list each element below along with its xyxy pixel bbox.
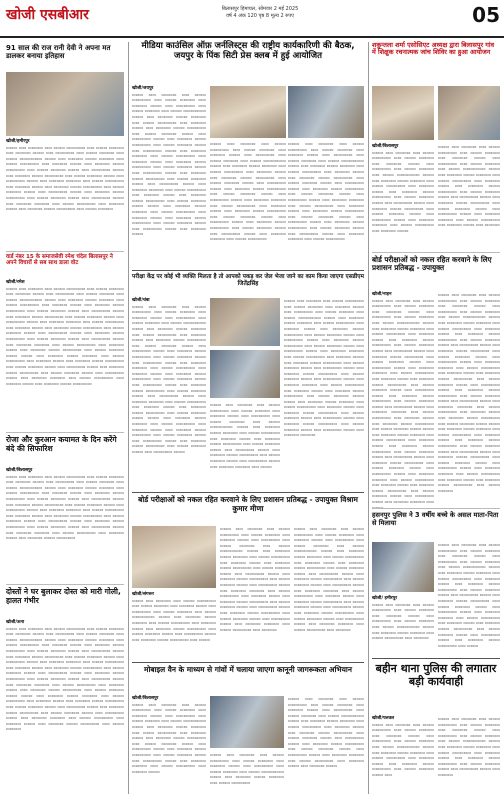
story4-headline: दोस्तों ने घर बुलाकर दोस्त को मारी गोली, हालत गंभीर [6,587,121,605]
story5-body-right: ▭▭▭ ▭▭ ▭▭▭▭ ▭▭ ▭▭▭ ▭▭▭▭▭ ▭▭ ▭▭▭ ▭▭▭▭ ▭▭ ▭▭▭▭ ▭▭▭ ▭▭ ▭▭▭▭▭ ▭▭ ▭▭▭ ▭▭▭▭ ▭▭ ▭▭▭ ▭▭▭▭▭▭ ▭▭▭ ▭▭ ▭▭▭▭ ▭▭▭ ▭▭▭▭ ▭▭ ▭▭▭ ▭▭▭▭▭ ▭▭ ▭▭▭▭ ▭▭▭ ▭▭ ▭▭▭▭ ▭▭▭ ▭▭▭▭▭ ▭▭ ▭▭▭ ▭▭▭▭ ▭▭▭ ▭▭ ▭▭▭▭▭ ▭▭▭ ▭▭ ▭▭▭▭ ▭▭▭ ▭▭▭▭▭ ▭▭ ▭▭▭ ▭▭▭▭ ▭▭▭ ▭▭ ▭▭▭▭▭ ▭▭▭ ▭▭ ▭▭▭▭ ▭▭▭▭ ▭▭ ▭▭▭ ▭▭▭▭▭ ▭▭ ▭▭▭▭ ▭▭▭ ▭▭ ▭▭▭▭ ▭▭▭ ▭▭▭▭▭ ▭▭ ▭▭▭ ▭▭▭▭ ▭▭▭ ▭▭ ▭▭▭▭▭ ▭▭▭ ▭▭ ▭▭▭▭ ▭▭▭ ▭▭▭▭▭ ▭▭ ▭▭▭ ▭▭▭▭ ▭▭▭ ▭▭ ▭▭▭▭▭ ▭▭▭ ▭▭ ▭▭▭▭ ▭▭▭▭ ▭▭ ▭▭▭ ▭▭▭▭▭ [288,141,364,242]
story1-photo [6,72,124,136]
story6-headline: परीक्षा केंद्र पर कोई भी व्यक्ति मिलता है तो आपको पकड़ कर जेल भेजा जाने का काम किया जाएगा एसडीएम जितेंद्रसिंह [132,274,364,287]
story2-body: खोजी/रमेश ▭▭▭ ▭▭ ▭▭▭▭ ▭▭ ▭▭▭ ▭▭▭▭▭ ▭▭ ▭▭▭ ▭▭▭▭ ▭▭ ▭▭▭▭ ▭▭▭ ▭▭ ▭▭▭▭▭ ▭▭ ▭▭▭ ▭▭▭▭ ▭▭ ▭▭▭ ▭▭▭▭▭▭ ▭▭▭ ▭▭ ▭▭▭▭ ▭▭▭ ▭▭▭▭ ▭▭ ▭▭▭ ▭▭▭▭▭ ▭▭ ▭▭▭▭ ▭▭▭ ▭▭ ▭▭▭▭ ▭▭▭ ▭▭▭▭▭ ▭▭ ▭▭▭ ▭▭▭▭ ▭▭▭ ▭▭ ▭▭▭▭▭ ▭▭▭ ▭▭ ▭▭▭▭ ▭▭▭ ▭▭▭▭▭ ▭▭ ▭▭▭ ▭▭▭▭ ▭▭▭ ▭▭ ▭▭▭▭▭ ▭▭▭ ▭▭ ▭▭▭▭ ▭▭▭▭ ▭▭ ▭▭▭ ▭▭▭▭▭ ▭▭ ▭▭▭▭ ▭▭▭ ▭▭ ▭▭▭▭ ▭▭▭ ▭▭▭▭▭ ▭▭ ▭▭▭ ▭▭▭▭ ▭▭▭ ▭▭ ▭▭▭▭▭ ▭▭▭ ▭▭ ▭▭▭▭ ▭▭▭ ▭▭▭▭▭ ▭▭ ▭▭▭ ▭▭▭▭ ▭▭▭ ▭▭ ▭▭▭▭▭ ▭▭▭ ▭▭ ▭▭▭▭ ▭▭▭▭ ▭▭ ▭▭▭ ▭▭▭▭▭ ▭▭ ▭▭▭▭ ▭▭▭ ▭▭ ▭▭▭▭ ▭▭▭ ▭▭▭▭▭ ▭▭ ▭▭▭ ▭▭▭▭ ▭▭▭ ▭▭▭ ▭▭ ▭▭▭▭ ▭▭▭ ▭▭▭▭ ▭▭ ▭▭▭ ▭▭▭▭▭ ▭▭ ▭▭▭▭ ▭▭▭ ▭▭ ▭▭▭▭ ▭▭▭ ▭▭▭▭▭ ▭▭ ▭▭▭ ▭▭▭▭ ▭▭▭ ▭▭ ▭▭▭▭▭ ▭▭▭ ▭▭ ▭▭▭▭ ▭▭▭ ▭▭▭▭▭ ▭▭ ▭▭▭ ▭▭▭▭ ▭▭▭ ▭▭ ▭▭▭▭▭ ▭▭▭ ▭▭ ▭▭▭▭ ▭▭▭▭ ▭▭ ▭▭▭ ▭▭▭▭▭ ▭▭ ▭▭▭▭ ▭▭▭ ▭▭ ▭▭▭▭ ▭▭▭ ▭▭▭▭▭ [6,280,124,386]
newspaper-name: खोजी एसबीआर [6,7,89,23]
masthead-issue: वर्ष 4 अंक 120 पृष्ठ 8 मूल्य 2 रुपए [226,13,294,19]
story9-photo-2 [438,86,500,140]
divider [6,251,124,252]
story6-body-left: खोजी/चंबा ▭▭▭ ▭▭ ▭▭▭▭ ▭▭ ▭▭▭ ▭▭▭▭▭ ▭▭ ▭▭▭ ▭▭▭▭ ▭▭ ▭▭▭▭ ▭▭▭ ▭▭ ▭▭▭▭▭ ▭▭ ▭▭▭ ▭▭▭▭ ▭▭ ▭▭▭ ▭▭▭▭▭▭ ▭▭▭ ▭▭ ▭▭▭▭ ▭▭▭ ▭▭▭▭ ▭▭ ▭▭▭ ▭▭▭▭▭ ▭▭ ▭▭▭▭ ▭▭▭ ▭▭ ▭▭▭▭ ▭▭▭ ▭▭▭▭▭ ▭▭ ▭▭▭ ▭▭▭▭ ▭▭▭ ▭▭ ▭▭▭▭▭ ▭▭▭ ▭▭ ▭▭▭▭ ▭▭▭ ▭▭▭▭▭ ▭▭ ▭▭▭ ▭▭▭▭ ▭▭▭ ▭▭ ▭▭▭▭▭ ▭▭▭ ▭▭ ▭▭▭▭ ▭▭▭▭ ▭▭ ▭▭▭ ▭▭▭▭▭ ▭▭ ▭▭▭▭ ▭▭▭ ▭▭ ▭▭▭▭ ▭▭▭ ▭▭▭▭▭ ▭▭ ▭▭▭ ▭▭▭▭ ▭▭▭ ▭▭ ▭▭▭▭▭ ▭▭▭ ▭▭ ▭▭▭▭ ▭▭▭ ▭▭▭▭▭ ▭▭ ▭▭▭ ▭▭▭▭ ▭▭▭ ▭▭ ▭▭▭▭▭ ▭▭▭ ▭▭ ▭▭▭▭ ▭▭▭▭ ▭▭ ▭▭▭ ▭▭▭▭▭ ▭▭ ▭▭▭▭ ▭▭▭ ▭▭ ▭▭▭▭ ▭▭▭ ▭▭▭▭▭ ▭▭ ▭▭▭ ▭▭▭▭ ▭▭▭ ▭▭▭ ▭▭ ▭▭▭▭ ▭▭▭ ▭▭▭▭ ▭▭ ▭▭▭ ▭▭▭▭▭ ▭▭ ▭▭▭▭ ▭▭▭ ▭▭ ▭▭▭▭ ▭▭▭ ▭▭▭▭▭ ▭▭ ▭▭▭ ▭▭▭▭ ▭▭▭ ▭▭ ▭▭▭▭▭ ▭▭▭ ▭▭ ▭▭▭▭ ▭▭▭ ▭▭▭▭▭ ▭▭ ▭▭▭ ▭▭▭▭ ▭▭▭ ▭▭ ▭▭▭▭▭ ▭▭▭ [132,298,206,455]
story5-headline: मीडिया काउंसिल ऑफ़ जर्नलिस्ट्स की राष्ट्रीय कार्यकारिणी की बैठक, जयपुर के पिंक सिटी प्रेस क्लब में हुई आयोजित [141,41,355,61]
story9-byline: खोजी/बिलासपुर [372,144,399,149]
story2-headline: वार्ड नंबर 15 के समाजसेवी रमेश चंदेल बिलासपुर ने अपने विचारों से सब साथ डाला वोट [6,254,113,267]
page-number: 05 [472,3,500,27]
story6-body-right: ▭▭▭ ▭▭ ▭▭▭▭ ▭▭ ▭▭▭ ▭▭▭▭▭ ▭▭ ▭▭▭ ▭▭▭▭ ▭▭ ▭▭▭▭ ▭▭▭ ▭▭ ▭▭▭▭▭ ▭▭ ▭▭▭ ▭▭▭▭ ▭▭ ▭▭▭ ▭▭▭▭▭▭ ▭▭▭ ▭▭ ▭▭▭▭ ▭▭▭ ▭▭▭▭ ▭▭ ▭▭▭ ▭▭▭▭▭ ▭▭ ▭▭▭▭ ▭▭▭ ▭▭ ▭▭▭▭ ▭▭▭ ▭▭▭▭▭ ▭▭ ▭▭▭ ▭▭▭▭ ▭▭▭ ▭▭ ▭▭▭▭▭ ▭▭▭ ▭▭ ▭▭▭▭ ▭▭▭ ▭▭▭▭▭ ▭▭ ▭▭▭ ▭▭▭▭ ▭▭▭ ▭▭ ▭▭▭▭▭ ▭▭▭ ▭▭ ▭▭▭▭ ▭▭▭▭ ▭▭ ▭▭▭ ▭▭▭▭▭ ▭▭ ▭▭▭▭ ▭▭▭ ▭▭ ▭▭▭▭ ▭▭▭ ▭▭▭▭▭ ▭▭ ▭▭▭ ▭▭▭▭ ▭▭▭ ▭▭ ▭▭▭▭▭ ▭▭▭ ▭▭ ▭▭▭▭ ▭▭▭ ▭▭▭▭▭ ▭▭ ▭▭▭ ▭▭▭▭ ▭▭▭ ▭▭ ▭▭▭▭▭ ▭▭▭ ▭▭ ▭▭▭▭ ▭▭▭▭ ▭▭ ▭▭▭ ▭▭▭▭▭ ▭▭ ▭▭▭▭ ▭▭▭ ▭▭ ▭▭▭▭ ▭▭▭ ▭▭▭▭▭ ▭▭ ▭▭▭ ▭▭▭▭ ▭▭▭ ▭▭▭ ▭▭ ▭▭▭▭ ▭▭▭ ▭▭▭▭ ▭▭ ▭▭▭ ▭▭▭▭▭ ▭▭ ▭▭▭▭ ▭▭▭ ▭▭ ▭▭▭▭ ▭▭▭ ▭▭▭▭▭ ▭▭ ▭▭▭ ▭▭▭▭ ▭▭▭ ▭▭ ▭▭▭▭▭ ▭▭▭ ▭▭ ▭▭▭▭ ▭▭▭ ▭▭▭▭▭ ▭▭ ▭▭▭ ▭▭▭▭ ▭▭▭ ▭▭ ▭▭▭▭▭ ▭▭▭ ▭▭ ▭▭▭▭ ▭▭▭▭ [284,298,364,438]
story7-headline: बोर्ड परीक्षाओं को नकल रहित करवाने के लिए प्रशासन प्रतिबद्ध - उपायुक्त विश्राम कुमार मीणा [138,495,358,513]
divider [372,508,500,509]
story10-body-right: ▭▭▭ ▭▭ ▭▭▭▭ ▭▭ ▭▭▭ ▭▭▭▭▭ ▭▭ ▭▭▭ ▭▭▭▭ ▭▭ ▭▭▭▭ ▭▭▭ ▭▭ ▭▭▭▭▭ ▭▭ ▭▭▭ ▭▭▭▭ ▭▭ ▭▭▭ ▭▭▭▭▭▭ ▭▭▭ ▭▭ ▭▭▭▭ ▭▭▭ ▭▭▭▭ ▭▭ ▭▭▭ ▭▭▭▭▭ ▭▭ ▭▭▭▭ ▭▭▭ ▭▭ ▭▭▭▭ ▭▭▭ ▭▭▭▭▭ ▭▭ ▭▭▭ ▭▭▭▭ ▭▭▭ ▭▭ ▭▭▭▭▭ ▭▭▭ ▭▭ ▭▭▭▭ ▭▭▭ ▭▭▭▭▭ ▭▭ ▭▭▭ ▭▭▭▭ ▭▭▭ ▭▭ ▭▭▭▭▭ ▭▭▭ ▭▭ ▭▭▭▭ ▭▭▭▭ ▭▭ ▭▭▭ ▭▭▭▭▭ ▭▭ ▭▭▭▭ ▭▭▭ ▭▭ ▭▭▭▭ ▭▭▭ ▭▭▭▭▭ ▭▭ ▭▭▭ ▭▭▭▭ ▭▭▭ ▭▭ ▭▭▭▭▭ ▭▭▭ ▭▭ ▭▭▭▭ ▭▭▭ ▭▭▭▭▭ ▭▭ ▭▭▭ ▭▭▭▭ ▭▭▭ ▭▭ ▭▭▭▭▭ ▭▭▭ ▭▭ ▭▭▭▭ ▭▭▭▭ ▭▭ ▭▭▭ ▭▭▭▭▭ ▭▭ ▭▭▭▭ ▭▭▭ ▭▭ ▭▭▭▭ ▭▭▭ ▭▭▭▭▭ ▭▭ ▭▭▭ ▭▭▭▭ ▭▭▭ ▭▭▭ ▭▭ ▭▭▭▭ ▭▭▭ ▭▭▭▭ ▭▭ ▭▭▭ ▭▭▭▭▭ ▭▭ ▭▭▭▭ ▭▭▭ ▭▭ ▭▭▭▭ ▭▭▭ ▭▭▭▭▭ ▭▭ ▭▭▭ ▭▭▭▭ ▭▭▭ ▭▭ ▭▭▭▭▭ ▭▭▭ ▭▭ ▭▭▭▭ ▭▭▭ ▭▭▭▭▭ ▭▭ ▭▭▭ ▭▭▭▭ ▭▭▭ ▭▭ ▭▭▭▭▭ ▭▭▭ ▭▭ ▭▭▭▭ ▭▭▭▭ ▭▭ ▭▭▭ ▭▭▭▭▭ ▭▭ ▭▭▭▭ ▭▭▭ ▭▭ ▭▭▭▭ ▭▭▭ ▭▭▭▭▭ ▭▭ ▭▭▭ ▭▭▭▭ [438,292,500,493]
story9-headline: शकुन्तला शर्मा एसोसिएट अध्यक्ष द्वारा बिलासपुर गांव में शिक्षुक रचनात्मक जांच शिविर का हुआ आयोजन [372,41,495,57]
story5-byline: खोजी/जयपुर [132,86,154,91]
divider [132,662,364,663]
story7-body-left: खोजी/संगरूर ▭▭▭ ▭▭ ▭▭▭▭ ▭▭ ▭▭▭ ▭▭▭▭▭ ▭▭ ▭▭▭ ▭▭▭▭ ▭▭ ▭▭▭▭ ▭▭▭ ▭▭ ▭▭▭▭▭ ▭▭ ▭▭▭ ▭▭▭▭ ▭▭ ▭▭▭ ▭▭▭▭▭▭ ▭▭▭ ▭▭ ▭▭▭▭ ▭▭▭ ▭▭▭▭ ▭▭ ▭▭▭ ▭▭▭▭▭ ▭▭ ▭▭▭▭ ▭▭▭ ▭▭ ▭▭▭▭ ▭▭▭ ▭▭▭▭▭ ▭▭ ▭▭▭ ▭▭▭▭ ▭▭▭ ▭▭ ▭▭▭▭▭ ▭▭▭ ▭▭ ▭▭▭▭ ▭▭▭ ▭▭▭▭▭ ▭▭ ▭▭▭ [132,592,216,642]
story11-photo [372,542,434,592]
divider [372,658,500,659]
divider [132,492,364,493]
divider [6,432,124,433]
story10-byline: खोजी/नाहन [372,292,392,297]
story5-photo-2 [288,86,364,138]
divider [6,584,124,585]
story11-body-right: ▭▭▭ ▭▭ ▭▭▭▭ ▭▭ ▭▭▭ ▭▭▭▭▭ ▭▭ ▭▭▭ ▭▭▭▭ ▭▭ ▭▭▭▭ ▭▭▭ ▭▭ ▭▭▭▭▭ ▭▭ ▭▭▭ ▭▭▭▭ ▭▭ ▭▭▭ ▭▭▭▭▭▭ ▭▭▭ ▭▭ ▭▭▭▭ ▭▭▭ ▭▭▭▭ ▭▭ ▭▭▭ ▭▭▭▭▭ ▭▭ ▭▭▭▭ ▭▭▭ ▭▭ ▭▭▭▭ ▭▭▭ ▭▭▭▭▭ ▭▭ ▭▭▭ ▭▭▭▭ ▭▭▭ ▭▭ ▭▭▭▭▭ ▭▭▭ ▭▭ ▭▭▭▭ ▭▭▭ ▭▭▭▭▭ ▭▭ ▭▭▭ ▭▭▭▭ ▭▭▭ ▭▭ ▭▭▭▭▭ ▭▭▭ ▭▭ ▭▭▭▭ ▭▭▭▭ ▭▭ ▭▭▭ ▭▭▭▭▭ ▭▭ ▭▭▭▭ ▭▭▭ ▭▭ ▭▭▭▭ ▭▭▭ ▭▭▭▭▭ ▭▭ ▭▭▭ ▭▭▭▭ ▭▭▭ ▭▭ ▭▭▭▭▭ ▭▭▭ ▭▭ ▭▭▭▭ ▭▭▭ ▭▭▭▭▭ ▭▭ ▭▭▭ [438,542,500,648]
story12-body-right: ▭▭▭ ▭▭ ▭▭▭▭ ▭▭ ▭▭▭ ▭▭▭▭▭ ▭▭ ▭▭▭ ▭▭▭▭ ▭▭ ▭▭▭▭ ▭▭▭ ▭▭ ▭▭▭▭▭ ▭▭ ▭▭▭ ▭▭▭▭ ▭▭ ▭▭▭ ▭▭▭▭▭▭ ▭▭▭ ▭▭ ▭▭▭▭ ▭▭▭ ▭▭▭▭ ▭▭ ▭▭▭ ▭▭▭▭▭ ▭▭ ▭▭▭▭ ▭▭▭ ▭▭ ▭▭▭▭ ▭▭▭ ▭▭▭▭▭ ▭▭ ▭▭▭ ▭▭▭▭ ▭▭▭ ▭▭ ▭▭▭▭▭ ▭▭▭ ▭▭ ▭▭▭▭ [438,716,500,777]
story1-body: खोजी/हमीरपुर ▭▭▭ ▭▭ ▭▭▭▭ ▭▭ ▭▭▭ ▭▭▭▭▭ ▭▭ ▭▭▭ ▭▭▭▭ ▭▭ ▭▭▭▭ ▭▭▭ ▭▭ ▭▭▭▭▭ ▭▭ ▭▭▭ ▭▭▭▭ ▭▭ ▭▭▭ ▭▭▭▭▭▭ ▭▭▭ ▭▭ ▭▭▭▭ ▭▭▭ ▭▭▭▭ ▭▭ ▭▭▭ ▭▭▭▭▭ ▭▭ ▭▭▭▭ ▭▭▭ ▭▭ ▭▭▭▭ ▭▭▭ ▭▭▭▭▭ ▭▭ ▭▭▭ ▭▭▭▭ ▭▭▭ ▭▭ ▭▭▭▭▭ ▭▭▭ ▭▭ ▭▭▭▭ ▭▭▭ ▭▭▭▭▭ ▭▭ ▭▭▭ ▭▭▭▭ ▭▭▭ ▭▭ ▭▭▭▭▭ ▭▭▭ ▭▭ ▭▭▭▭ ▭▭▭▭ ▭▭ ▭▭▭ ▭▭▭▭▭ ▭▭ ▭▭▭▭ ▭▭▭ ▭▭ ▭▭▭▭ ▭▭▭ ▭▭▭▭▭ ▭▭ ▭▭▭ ▭▭▭▭ ▭▭▭ ▭▭ ▭▭▭▭▭ ▭▭▭ ▭▭ ▭▭▭▭ ▭▭▭ ▭▭▭▭▭ ▭▭ ▭▭▭ ▭▭▭▭ ▭▭▭ ▭▭ ▭▭▭▭▭ ▭▭▭ ▭▭ ▭▭▭▭ ▭▭▭▭ ▭▭ ▭▭▭ ▭▭▭▭▭ ▭▭ ▭▭▭▭ ▭▭▭ ▭▭ ▭▭▭▭ ▭▭▭ ▭▭▭▭▭ ▭▭ ▭▭▭ ▭▭▭▭ [6,139,124,212]
story5-body-mid: ▭▭▭ ▭▭ ▭▭▭▭ ▭▭ ▭▭▭ ▭▭▭▭▭ ▭▭ ▭▭▭ ▭▭▭▭ ▭▭ ▭▭▭▭ ▭▭▭ ▭▭ ▭▭▭▭▭ ▭▭ ▭▭▭ ▭▭▭▭ ▭▭ ▭▭▭ ▭▭▭▭▭▭ ▭▭▭ ▭▭ ▭▭▭▭ ▭▭▭ ▭▭▭▭ ▭▭ ▭▭▭ ▭▭▭▭▭ ▭▭ ▭▭▭▭ ▭▭▭ ▭▭ ▭▭▭▭ ▭▭▭ ▭▭▭▭▭ ▭▭ ▭▭▭ ▭▭▭▭ ▭▭▭ ▭▭ ▭▭▭▭▭ ▭▭▭ ▭▭ ▭▭▭▭ ▭▭▭ ▭▭▭▭▭ ▭▭ ▭▭▭ ▭▭▭▭ ▭▭▭ ▭▭ ▭▭▭▭▭ ▭▭▭ ▭▭ ▭▭▭▭ ▭▭▭▭ ▭▭ ▭▭▭ ▭▭▭▭▭ ▭▭ ▭▭▭▭ ▭▭▭ ▭▭ ▭▭▭▭ ▭▭▭ ▭▭▭▭▭ ▭▭ ▭▭▭ ▭▭▭▭ ▭▭▭ ▭▭ ▭▭▭▭▭ ▭▭▭ ▭▭ ▭▭▭▭ ▭▭▭ ▭▭▭▭▭ ▭▭ ▭▭▭ ▭▭▭▭ ▭▭▭ ▭▭ ▭▭▭▭▭ ▭▭▭ ▭▭ ▭▭▭▭ ▭▭▭▭ ▭▭ ▭▭▭ ▭▭▭▭▭ [210,141,286,242]
column-rule [128,42,129,794]
story1-byline: खोजी/हमीरपुर [6,139,30,144]
story3-body: खोजी/बिलासपुर ▭▭▭ ▭▭ ▭▭▭▭ ▭▭ ▭▭▭ ▭▭▭▭▭ ▭▭ ▭▭▭ ▭▭▭▭ ▭▭ ▭▭▭▭ ▭▭▭ ▭▭ ▭▭▭▭▭ ▭▭ ▭▭▭ ▭▭▭▭ ▭▭ ▭▭▭ ▭▭▭▭▭▭ ▭▭▭ ▭▭ ▭▭▭▭ ▭▭▭ ▭▭▭▭ ▭▭ ▭▭▭ ▭▭▭▭▭ ▭▭ ▭▭▭▭ ▭▭▭ ▭▭ ▭▭▭▭ ▭▭▭ ▭▭▭▭▭ ▭▭ ▭▭▭ ▭▭▭▭ ▭▭▭ ▭▭ ▭▭▭▭▭ ▭▭▭ ▭▭ ▭▭▭▭ ▭▭▭ ▭▭▭▭▭ ▭▭ ▭▭▭ ▭▭▭▭ ▭▭▭ ▭▭ ▭▭▭▭▭ ▭▭▭ ▭▭ ▭▭▭▭ ▭▭▭▭ ▭▭ ▭▭▭ ▭▭▭▭▭ ▭▭ ▭▭▭▭ ▭▭▭ ▭▭ ▭▭▭▭ ▭▭▭ ▭▭▭▭▭ ▭▭ ▭▭▭ ▭▭▭▭ ▭▭▭ ▭▭ ▭▭▭▭▭ ▭▭▭ ▭▭ ▭▭▭▭ ▭▭▭ ▭▭▭▭▭ ▭▭ ▭▭▭ ▭▭▭▭ ▭▭▭ ▭▭ ▭▭▭▭▭ ▭▭▭ ▭▭ ▭▭▭▭ ▭▭▭▭ ▭▭ ▭▭▭ ▭▭▭▭▭ ▭▭ ▭▭▭▭ ▭▭▭ ▭▭ ▭▭▭▭ ▭▭▭ ▭▭▭▭▭ [6,468,124,541]
story12-body-left: खोजी/पलवल ▭▭▭ ▭▭ ▭▭▭▭ ▭▭ ▭▭▭ ▭▭▭▭▭ ▭▭ ▭▭▭ ▭▭▭▭ ▭▭ ▭▭▭▭ ▭▭▭ ▭▭ ▭▭▭▭▭ ▭▭ ▭▭▭ ▭▭▭▭ ▭▭ ▭▭▭ ▭▭▭▭▭▭ ▭▭▭ ▭▭ ▭▭▭▭ ▭▭▭ ▭▭▭▭ ▭▭ ▭▭▭ ▭▭▭▭▭ ▭▭ ▭▭▭▭ ▭▭▭ ▭▭ ▭▭▭▭ ▭▭▭ ▭▭▭▭▭ ▭▭ ▭▭▭ ▭▭▭▭ ▭▭▭ ▭▭ [372,716,434,777]
masthead-date: बिलासपुर हिमाचल, सोमवार 2 मई 2025 [221,6,299,12]
story6-photo-1 [210,298,280,346]
story12-headline: बहीन थाना पुलिस की लगातार बड़ी कार्यवाही [375,662,497,689]
story7-byline: खोजी/संगरूर [132,592,154,597]
story9-photo-1 [372,86,434,140]
story9-body-left: खोजी/बिलासपुर ▭▭▭ ▭▭ ▭▭▭▭ ▭▭ ▭▭▭ ▭▭▭▭▭ ▭▭ ▭▭▭ ▭▭▭▭ ▭▭ ▭▭▭▭ ▭▭▭ ▭▭ ▭▭▭▭▭ ▭▭ ▭▭▭ ▭▭▭▭ ▭▭ ▭▭▭ ▭▭▭▭▭▭ ▭▭▭ ▭▭ ▭▭▭▭ ▭▭▭ ▭▭▭▭ ▭▭ ▭▭▭ ▭▭▭▭▭ ▭▭ ▭▭▭▭ ▭▭▭ ▭▭ ▭▭▭▭ ▭▭▭ ▭▭▭▭▭ ▭▭ ▭▭▭ ▭▭▭▭ ▭▭▭ ▭▭ ▭▭▭▭▭ ▭▭▭ ▭▭ ▭▭▭▭ ▭▭▭ ▭▭▭▭▭ ▭▭ ▭▭▭ ▭▭▭▭ ▭▭▭ ▭▭ ▭▭▭▭▭ ▭▭▭ ▭▭ ▭▭▭▭ ▭▭▭▭ ▭▭ ▭▭▭ ▭▭▭▭▭ ▭▭ ▭▭▭▭ ▭▭▭ [372,144,434,233]
story10-body-left: खोजी/नाहन ▭▭▭ ▭▭ ▭▭▭▭ ▭▭ ▭▭▭ ▭▭▭▭▭ ▭▭ ▭▭▭ ▭▭▭▭ ▭▭ ▭▭▭▭ ▭▭▭ ▭▭ ▭▭▭▭▭ ▭▭ ▭▭▭ ▭▭▭▭ ▭▭ ▭▭▭ ▭▭▭▭▭▭ ▭▭▭ ▭▭ ▭▭▭▭ ▭▭▭ ▭▭▭▭ ▭▭ ▭▭▭ ▭▭▭▭▭ ▭▭ ▭▭▭▭ ▭▭▭ ▭▭ ▭▭▭▭ ▭▭▭ ▭▭▭▭▭ ▭▭ ▭▭▭ ▭▭▭▭ ▭▭▭ ▭▭ ▭▭▭▭▭ ▭▭▭ ▭▭ ▭▭▭▭ ▭▭▭ ▭▭▭▭▭ ▭▭ ▭▭▭ ▭▭▭▭ ▭▭▭ ▭▭ ▭▭▭▭▭ ▭▭▭ ▭▭ ▭▭▭▭ ▭▭▭▭ ▭▭ ▭▭▭ ▭▭▭▭▭ ▭▭ ▭▭▭▭ ▭▭▭ ▭▭ ▭▭▭▭ ▭▭▭ ▭▭▭▭▭ ▭▭ ▭▭▭ ▭▭▭▭ ▭▭▭ ▭▭ ▭▭▭▭▭ ▭▭▭ ▭▭ ▭▭▭▭ ▭▭▭ ▭▭▭▭▭ ▭▭ ▭▭▭ ▭▭▭▭ ▭▭▭ ▭▭ ▭▭▭▭▭ ▭▭▭ ▭▭ ▭▭▭▭ ▭▭▭▭ ▭▭ ▭▭▭ ▭▭▭▭▭ ▭▭ ▭▭▭▭ ▭▭▭ ▭▭ ▭▭▭▭ ▭▭▭ ▭▭▭▭▭ ▭▭ ▭▭▭ ▭▭▭▭ ▭▭▭ ▭▭▭ ▭▭ ▭▭▭▭ ▭▭▭ ▭▭▭▭ ▭▭ ▭▭▭ ▭▭▭▭▭ ▭▭ ▭▭▭▭ ▭▭▭ ▭▭ ▭▭▭▭ ▭▭▭ ▭▭▭▭▭ ▭▭ ▭▭▭ ▭▭▭▭ ▭▭▭ ▭▭ ▭▭▭▭▭ ▭▭▭ ▭▭ ▭▭▭▭ ▭▭▭ ▭▭▭▭▭ ▭▭ ▭▭▭ ▭▭▭▭ ▭▭▭ ▭▭ ▭▭▭▭▭ ▭▭▭ ▭▭ ▭▭▭▭ ▭▭▭▭ ▭▭ ▭▭▭ ▭▭▭▭▭ ▭▭ ▭▭▭▭ ▭▭▭ ▭▭ ▭▭▭▭ ▭▭▭ ▭▭▭▭▭ ▭▭ ▭▭▭ ▭▭▭▭ ▭▭▭ ▭▭ ▭▭▭▭▭ ▭▭▭ ▭▭ ▭▭▭▭ ▭▭▭▭ ▭▭ [372,292,434,504]
divider [132,270,364,271]
masthead [0,0,504,38]
story7-photo [132,526,216,588]
story10-headline: बोर्ड परीक्षाओं को नकल रहित करवाने के लिए प्रशासन प्रतिबद्ध - उपायुक्त [372,255,492,273]
story8-photo [210,696,284,748]
story11-body-left: खोजी/ हमीरपुर ▭▭▭ ▭▭ ▭▭▭▭ ▭▭ ▭▭▭ ▭▭▭▭▭ ▭▭ ▭▭▭ ▭▭▭▭ ▭▭ ▭▭▭▭ ▭▭▭ ▭▭ ▭▭▭▭▭ ▭▭ ▭▭▭ ▭▭▭▭ ▭▭ ▭▭▭ ▭▭▭▭▭▭ ▭▭▭ ▭▭ ▭▭▭▭ ▭▭▭ ▭▭▭▭ ▭▭ ▭▭▭ ▭▭▭▭▭ ▭▭ ▭▭▭▭ [372,596,434,641]
divider [372,252,500,253]
story6-photo-2 [210,350,280,398]
story8-body-right: ▭▭▭ ▭▭ ▭▭▭▭ ▭▭ ▭▭▭ ▭▭▭▭▭ ▭▭ ▭▭▭ ▭▭▭▭ ▭▭ ▭▭▭▭ ▭▭▭ ▭▭ ▭▭▭▭▭ ▭▭ ▭▭▭ ▭▭▭▭ ▭▭ ▭▭▭ ▭▭▭▭▭▭ ▭▭▭ ▭▭ ▭▭▭▭ ▭▭▭ ▭▭▭▭ ▭▭ ▭▭▭ ▭▭▭▭▭ ▭▭ ▭▭▭▭ ▭▭▭ ▭▭ ▭▭▭▭ ▭▭▭ ▭▭▭▭▭ ▭▭ ▭▭▭ ▭▭▭▭ ▭▭▭ ▭▭ ▭▭▭▭▭ ▭▭▭ ▭▭ ▭▭▭▭ ▭▭▭ ▭▭▭▭▭ ▭▭ ▭▭▭ ▭▭▭▭ ▭▭▭ ▭▭ ▭▭▭▭▭ ▭▭▭ ▭▭ ▭▭▭▭ ▭▭▭▭ ▭▭ ▭▭▭ ▭▭▭▭▭ ▭▭ ▭▭▭▭ ▭▭▭ ▭▭ ▭▭▭▭ ▭▭▭ [288,696,364,769]
story3-byline: खोजी/बिलासपुर [6,468,33,473]
story7-body-mid: ▭▭▭ ▭▭ ▭▭▭▭ ▭▭ ▭▭▭ ▭▭▭▭▭ ▭▭ ▭▭▭ ▭▭▭▭ ▭▭ ▭▭▭▭ ▭▭▭ ▭▭ ▭▭▭▭▭ ▭▭ ▭▭▭ ▭▭▭▭ ▭▭ ▭▭▭ ▭▭▭▭▭▭ ▭▭▭ ▭▭ ▭▭▭▭ ▭▭▭ ▭▭▭▭ ▭▭ ▭▭▭ ▭▭▭▭▭ ▭▭ ▭▭▭▭ ▭▭▭ ▭▭ ▭▭▭▭ ▭▭▭ ▭▭▭▭▭ ▭▭ ▭▭▭ ▭▭▭▭ ▭▭▭ ▭▭ ▭▭▭▭▭ ▭▭▭ ▭▭ ▭▭▭▭ ▭▭▭ ▭▭▭▭▭ ▭▭ ▭▭▭ ▭▭▭▭ ▭▭▭ ▭▭ ▭▭▭▭▭ ▭▭▭ ▭▭ ▭▭▭▭ ▭▭▭▭ ▭▭ ▭▭▭ ▭▭▭▭▭ ▭▭ ▭▭▭▭ ▭▭▭ ▭▭ ▭▭▭▭ ▭▭▭ ▭▭▭▭▭ ▭▭ ▭▭▭ ▭▭▭▭ ▭▭▭ ▭▭ ▭▭▭▭▭ ▭▭▭ ▭▭ ▭▭▭▭ ▭▭▭ ▭▭▭▭▭ ▭▭ ▭▭▭ ▭▭▭▭ ▭▭▭ ▭▭ ▭▭▭▭▭ ▭▭▭ ▭▭ ▭▭▭▭ ▭▭▭▭ ▭▭ ▭▭▭ ▭▭▭▭▭ ▭▭ ▭▭▭▭ [220,526,290,632]
story8-headline: मोबाइल वैन के माध्यम से गांवों में चलाया जाएगा कानूनी जागरूकता अभियान [144,665,352,674]
masthead-meta [150,6,370,20]
story8-body-mid: ▭▭▭ ▭▭ ▭▭▭▭ ▭▭ ▭▭▭ ▭▭▭▭▭ ▭▭ ▭▭▭ ▭▭▭▭ ▭▭ ▭▭▭▭ ▭▭▭ ▭▭ ▭▭▭▭▭ ▭▭ ▭▭▭ ▭▭▭▭ ▭▭ ▭▭▭ ▭▭▭▭▭▭ ▭▭▭ ▭▭ ▭▭▭▭ ▭▭▭ ▭▭▭▭ ▭▭ ▭▭▭ ▭▭▭▭▭ [210,752,284,785]
story5-body-left: खोजी/जयपुर ▭▭▭ ▭▭ ▭▭▭▭ ▭▭ ▭▭▭ ▭▭▭▭▭ ▭▭ ▭▭▭ ▭▭▭▭ ▭▭ ▭▭▭▭ ▭▭▭ ▭▭ ▭▭▭▭▭ ▭▭ ▭▭▭ ▭▭▭▭ ▭▭ ▭▭▭ ▭▭▭▭▭▭ ▭▭▭ ▭▭ ▭▭▭▭ ▭▭▭ ▭▭▭▭ ▭▭ ▭▭▭ ▭▭▭▭▭ ▭▭ ▭▭▭▭ ▭▭▭ ▭▭ ▭▭▭▭ ▭▭▭ ▭▭▭▭▭ ▭▭ ▭▭▭ ▭▭▭▭ ▭▭▭ ▭▭ ▭▭▭▭▭ ▭▭▭ ▭▭ ▭▭▭▭ ▭▭▭ ▭▭▭▭▭ ▭▭ ▭▭▭ ▭▭▭▭ ▭▭▭ ▭▭ ▭▭▭▭▭ ▭▭▭ ▭▭ ▭▭▭▭ ▭▭▭▭ ▭▭ ▭▭▭ ▭▭▭▭▭ ▭▭ ▭▭▭▭ ▭▭▭ ▭▭ ▭▭▭▭ ▭▭▭ ▭▭▭▭▭ ▭▭ ▭▭▭ ▭▭▭▭ ▭▭▭ ▭▭ ▭▭▭▭▭ ▭▭▭ ▭▭ ▭▭▭▭ ▭▭▭ ▭▭▭▭▭ ▭▭ ▭▭▭ ▭▭▭▭ ▭▭▭ ▭▭ ▭▭▭▭▭ ▭▭▭ ▭▭ ▭▭▭▭ ▭▭▭▭ ▭▭ ▭▭▭ ▭▭▭▭▭ ▭▭ ▭▭▭▭ ▭▭▭ ▭▭ ▭▭▭▭ ▭▭▭ ▭▭▭▭▭ ▭▭ ▭▭▭ ▭▭▭▭ ▭▭▭ ▭▭▭ ▭▭ ▭▭▭▭ ▭▭▭ ▭▭▭▭ ▭▭ ▭▭▭ ▭▭▭▭▭ ▭▭ ▭▭▭▭ ▭▭▭ ▭▭ ▭▭▭▭ ▭▭▭ ▭▭▭▭▭ ▭▭ ▭▭▭ ▭▭▭▭ ▭▭▭ ▭▭ ▭▭▭▭▭ ▭▭▭ ▭▭ ▭▭▭▭ ▭▭▭ [132,86,206,237]
story2-byline: खोजी/रमेश [6,280,25,285]
story1-headline: 91 साल की राज रानी देवी ने अपना मत डालकर बनाया इतिहास [6,44,111,61]
story4-byline: खोजी/ऊना [6,620,25,625]
story11-headline: हसनपुर पुलिस ने 3 वर्षीय बच्चे के असल माता-पिता से मिलाया [372,511,499,527]
story4-body: खोजी/ऊना ▭▭▭ ▭▭ ▭▭▭▭ ▭▭ ▭▭▭ ▭▭▭▭▭ ▭▭ ▭▭▭ ▭▭▭▭ ▭▭ ▭▭▭▭ ▭▭▭ ▭▭ ▭▭▭▭▭ ▭▭ ▭▭▭ ▭▭▭▭ ▭▭ ▭▭▭ ▭▭▭▭▭▭ ▭▭▭ ▭▭ ▭▭▭▭ ▭▭▭ ▭▭▭▭ ▭▭ ▭▭▭ ▭▭▭▭▭ ▭▭ ▭▭▭▭ ▭▭▭ ▭▭ ▭▭▭▭ ▭▭▭ ▭▭▭▭▭ ▭▭ ▭▭▭ ▭▭▭▭ ▭▭▭ ▭▭ ▭▭▭▭▭ ▭▭▭ ▭▭ ▭▭▭▭ ▭▭▭ ▭▭▭▭▭ ▭▭ ▭▭▭ ▭▭▭▭ ▭▭▭ ▭▭ ▭▭▭▭▭ ▭▭▭ ▭▭ ▭▭▭▭ ▭▭▭▭ ▭▭ ▭▭▭ ▭▭▭▭▭ ▭▭ ▭▭▭▭ ▭▭▭ ▭▭ ▭▭▭▭ ▭▭▭ ▭▭▭▭▭ ▭▭ ▭▭▭ ▭▭▭▭ ▭▭▭ ▭▭ ▭▭▭▭▭ ▭▭▭ ▭▭ ▭▭▭▭ ▭▭▭ ▭▭▭▭▭ ▭▭ ▭▭▭ ▭▭▭▭ ▭▭▭ ▭▭ ▭▭▭▭▭ ▭▭▭ ▭▭ ▭▭▭▭ ▭▭▭▭ ▭▭ ▭▭▭ ▭▭▭▭▭ ▭▭ ▭▭▭▭ ▭▭▭ ▭▭ ▭▭▭▭ ▭▭▭ ▭▭▭▭▭ ▭▭ ▭▭▭ ▭▭▭▭ ▭▭▭ ▭▭▭ ▭▭ ▭▭▭▭ ▭▭▭ ▭▭▭▭ ▭▭ ▭▭▭ ▭▭▭▭▭ ▭▭ ▭▭▭▭ ▭▭▭ ▭▭ ▭▭▭▭ ▭▭▭ ▭▭▭▭▭ ▭▭ ▭▭▭ ▭▭▭▭ ▭▭▭ ▭▭ ▭▭▭▭▭ ▭▭▭ ▭▭ ▭▭▭▭ ▭▭▭ ▭▭▭▭▭ ▭▭ ▭▭▭ ▭▭▭▭ ▭▭▭ ▭▭ ▭▭▭▭▭ ▭▭▭ ▭▭ ▭▭▭▭ ▭▭▭▭ ▭▭ ▭▭▭ ▭▭▭▭▭ ▭▭ ▭▭▭▭ ▭▭▭ ▭▭ ▭▭▭▭ ▭▭▭ ▭▭▭▭▭ ▭▭ ▭▭▭ ▭▭▭▭ [6,620,124,732]
story7-body-right: ▭▭▭ ▭▭ ▭▭▭▭ ▭▭ ▭▭▭ ▭▭▭▭▭ ▭▭ ▭▭▭ ▭▭▭▭ ▭▭ ▭▭▭▭ ▭▭▭ ▭▭ ▭▭▭▭▭ ▭▭ ▭▭▭ ▭▭▭▭ ▭▭ ▭▭▭ ▭▭▭▭▭▭ ▭▭▭ ▭▭ ▭▭▭▭ ▭▭▭ ▭▭▭▭ ▭▭ ▭▭▭ ▭▭▭▭▭ ▭▭ ▭▭▭▭ ▭▭▭ ▭▭ ▭▭▭▭ ▭▭▭ ▭▭▭▭▭ ▭▭ ▭▭▭ ▭▭▭▭ ▭▭▭ ▭▭ ▭▭▭▭▭ ▭▭▭ ▭▭ ▭▭▭▭ ▭▭▭ ▭▭▭▭▭ ▭▭ ▭▭▭ ▭▭▭▭ ▭▭▭ ▭▭ ▭▭▭▭▭ ▭▭▭ ▭▭ ▭▭▭▭ ▭▭▭▭ ▭▭ ▭▭▭ ▭▭▭▭▭ ▭▭ ▭▭▭▭ ▭▭▭ ▭▭ ▭▭▭▭ ▭▭▭ ▭▭▭▭▭ ▭▭ ▭▭▭ ▭▭▭▭ ▭▭▭ ▭▭ ▭▭▭▭▭ ▭▭▭ ▭▭ ▭▭▭▭ ▭▭▭ ▭▭▭▭▭ ▭▭ ▭▭▭ ▭▭▭▭ ▭▭▭ ▭▭ ▭▭▭▭▭ ▭▭▭ ▭▭ ▭▭▭▭ ▭▭▭▭ ▭▭ ▭▭▭ ▭▭▭▭▭ ▭▭ ▭▭▭▭ [294,526,364,632]
story8-byline: खोजी/बिलासपुर [132,696,159,701]
story3-headline: रोजा और कुरआन कयामत के दिन करेंगे बंदे की सिफारिश [6,435,117,453]
story8-body-left: खोजी/बिलासपुर ▭▭▭ ▭▭ ▭▭▭▭ ▭▭ ▭▭▭ ▭▭▭▭▭ ▭▭ ▭▭▭ ▭▭▭▭ ▭▭ ▭▭▭▭ ▭▭▭ ▭▭ ▭▭▭▭▭ ▭▭ ▭▭▭ ▭▭▭▭ ▭▭ ▭▭▭ ▭▭▭▭▭▭ ▭▭▭ ▭▭ ▭▭▭▭ ▭▭▭ ▭▭▭▭ ▭▭ ▭▭▭ ▭▭▭▭▭ ▭▭ ▭▭▭▭ ▭▭▭ ▭▭ ▭▭▭▭ ▭▭▭ ▭▭▭▭▭ ▭▭ ▭▭▭ ▭▭▭▭ ▭▭▭ ▭▭ ▭▭▭▭▭ ▭▭▭ ▭▭ ▭▭▭▭ ▭▭▭ ▭▭▭▭▭ ▭▭ ▭▭▭ ▭▭▭▭ ▭▭▭ ▭▭ ▭▭▭▭▭ ▭▭▭ ▭▭ ▭▭▭▭ ▭▭▭▭ ▭▭ ▭▭▭ ▭▭▭▭▭ ▭▭ ▭▭▭▭ ▭▭▭ [132,696,206,774]
story12-byline: खोजी/पलवल [372,716,395,721]
story6-byline: खोजी/चंबा [132,298,150,303]
column-rule [368,42,369,794]
story6-body-mid: ▭▭▭ ▭▭ ▭▭▭▭ ▭▭ ▭▭▭ ▭▭▭▭▭ ▭▭ ▭▭▭ ▭▭▭▭ ▭▭ ▭▭▭▭ ▭▭▭ ▭▭ ▭▭▭▭▭ ▭▭ ▭▭▭ ▭▭▭▭ ▭▭ ▭▭▭ ▭▭▭▭▭▭ ▭▭▭ ▭▭ ▭▭▭▭ ▭▭▭ ▭▭▭▭ ▭▭ ▭▭▭ ▭▭▭▭▭ ▭▭ ▭▭▭▭ ▭▭▭ ▭▭ ▭▭▭▭ ▭▭▭ ▭▭▭▭▭ ▭▭ ▭▭▭ ▭▭▭▭ ▭▭▭ ▭▭ ▭▭▭▭▭ ▭▭▭ ▭▭ ▭▭▭▭ ▭▭▭ ▭▭▭▭▭ ▭▭ ▭▭▭ ▭▭▭▭ ▭▭▭ ▭▭ ▭▭▭▭▭ ▭▭▭ ▭▭ ▭▭▭▭ ▭▭▭▭ ▭▭ ▭▭▭ [210,402,280,469]
story9-body-right: ▭▭▭ ▭▭ ▭▭▭▭ ▭▭ ▭▭▭ ▭▭▭▭▭ ▭▭ ▭▭▭ ▭▭▭▭ ▭▭ ▭▭▭▭ ▭▭▭ ▭▭ ▭▭▭▭▭ ▭▭ ▭▭▭ ▭▭▭▭ ▭▭ ▭▭▭ ▭▭▭▭▭▭ ▭▭▭ ▭▭ ▭▭▭▭ ▭▭▭ ▭▭▭▭ ▭▭ ▭▭▭ ▭▭▭▭▭ ▭▭ ▭▭▭▭ ▭▭▭ ▭▭ ▭▭▭▭ ▭▭▭ ▭▭▭▭▭ ▭▭ ▭▭▭ ▭▭▭▭ ▭▭▭ ▭▭ ▭▭▭▭▭ ▭▭▭ ▭▭ ▭▭▭▭ ▭▭▭ ▭▭▭▭▭ ▭▭ ▭▭▭ ▭▭▭▭ ▭▭▭ ▭▭ ▭▭▭▭▭ ▭▭▭ ▭▭ ▭▭▭▭ ▭▭▭▭ ▭▭ ▭▭▭ ▭▭▭▭▭ ▭▭ ▭▭▭▭ ▭▭▭ ▭▭ ▭▭▭▭ [438,144,500,228]
story11-byline: खोजी/ हमीरपुर [372,596,398,601]
story5-photo-1 [210,86,286,138]
